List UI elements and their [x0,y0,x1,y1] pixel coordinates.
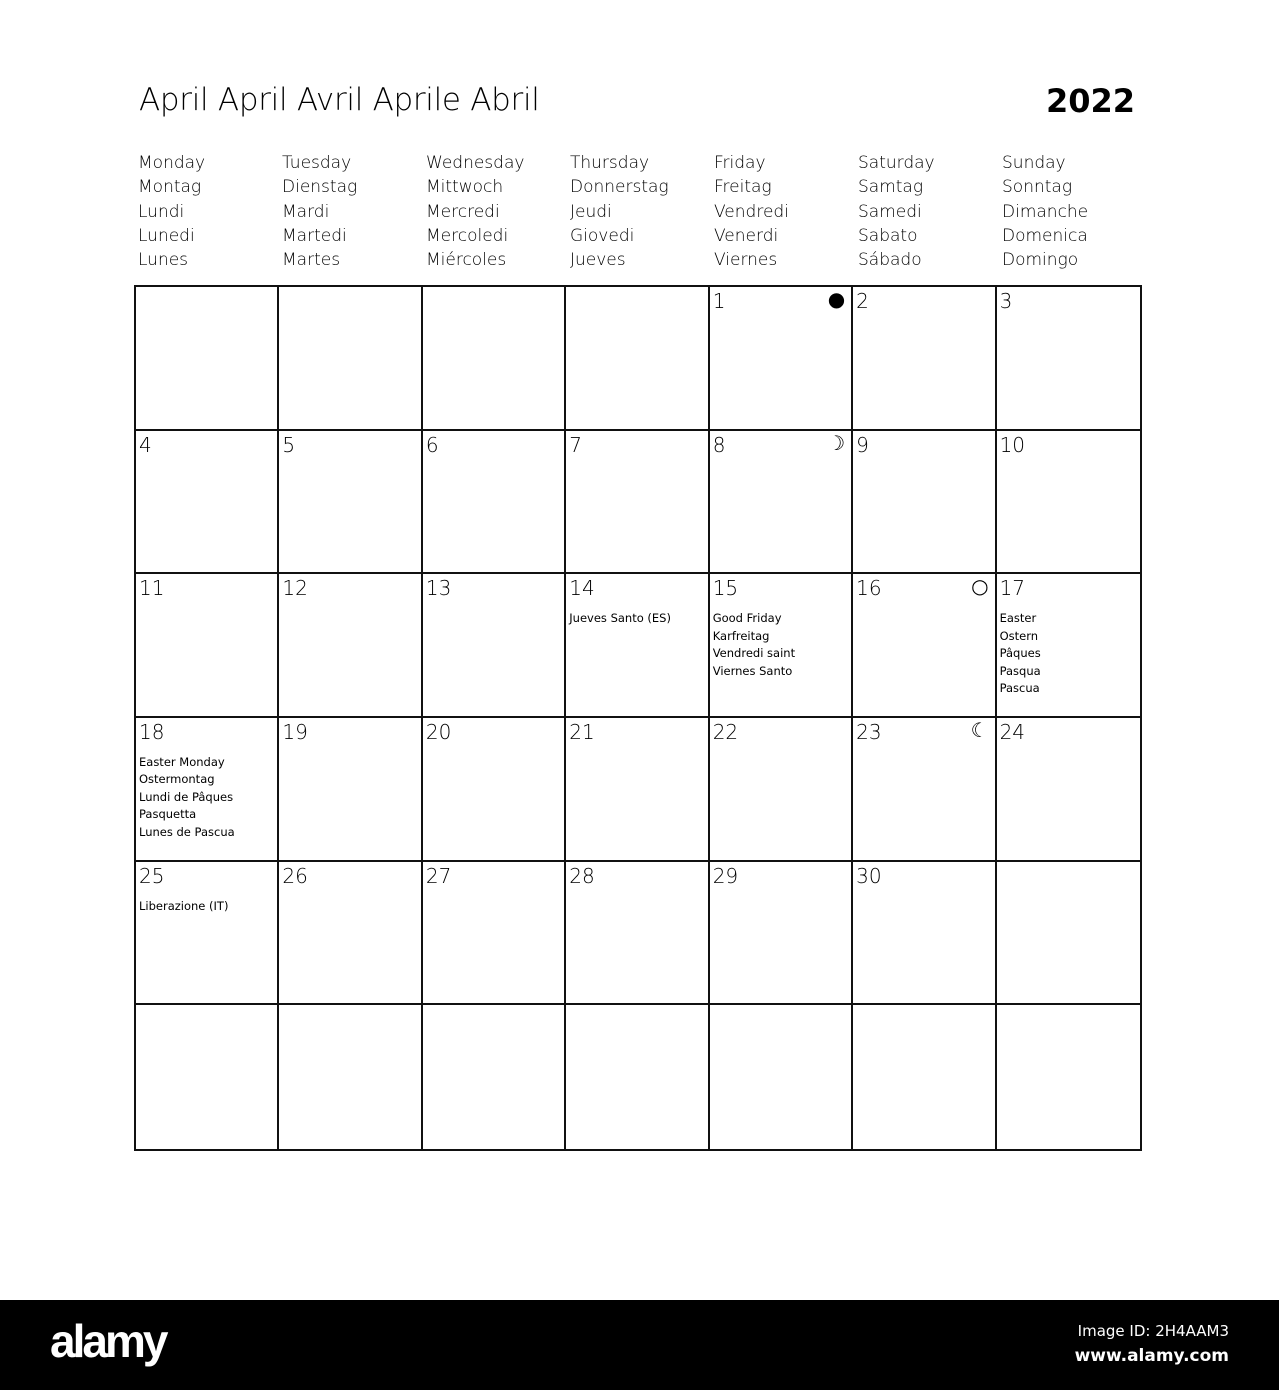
day-number: 15 [712,576,739,601]
day-number: 5 [282,432,296,457]
day-cell [136,574,279,718]
weekday-label: Martedi [282,225,347,246]
calendar-grid [134,285,1142,1151]
day-cell [997,574,1140,718]
weekday-label: Jueves [570,250,626,271]
weekday-label: Miércoles [426,250,507,271]
holiday-label: Vendredi saint [712,646,796,661]
day-number: 23 [856,720,882,744]
day-number: 4 [139,432,152,457]
empty-cell [423,287,566,431]
weekday-label: Wednesday [426,153,525,173]
weekday-label: Jeudi [570,201,612,222]
day-cell [566,574,709,718]
day-number: 1 [712,289,726,313]
weekday-label: Friday [714,153,766,173]
year-title: 2022 [1045,82,1135,120]
holiday-label: Lundi de Pâques [139,789,234,804]
day-number: 22 [712,720,739,744]
weekday-column [1002,151,1146,272]
day-number: 3 [999,289,1013,313]
alamy-logo: alamy [50,1315,166,1367]
weekday-column [570,151,714,272]
weekday-column [138,151,282,272]
day-cell [853,431,996,575]
empty-cell [566,287,709,431]
holiday-label: Easter Monday [139,755,225,769]
day-cell [853,862,996,1006]
weekday-label: Donnerstag [570,177,669,198]
weekday-label: Freitag [714,177,772,198]
day-cell [423,862,566,1006]
day-number: 9 [856,432,869,457]
day-cell [566,718,709,862]
day-number: 17 [999,576,1026,601]
day-cell [566,431,709,575]
day-number: 16 [856,576,882,601]
day-number: 6 [425,432,439,457]
day-number: 24 [999,720,1026,744]
day-cell [853,574,996,718]
weekday-label: Domingo [1002,250,1079,271]
day-cell [136,431,279,575]
holiday-list [1000,610,1041,697]
day-cell [853,287,996,431]
weekday-label: Mittwoch [426,177,504,198]
weekday-label: Samedi [858,201,922,222]
weekday-label: Viernes [714,250,778,271]
weekday-label: Martes [282,250,341,271]
weekday-label: Domenica [1002,225,1088,246]
empty-cell [136,1005,279,1149]
holiday-list [139,754,235,841]
day-number: 12 [282,576,308,601]
day-number: 8 [712,432,726,457]
empty-cell [279,1005,422,1149]
holiday-label: Pasqua [999,663,1041,678]
day-cell [710,431,853,575]
day-number: 11 [139,576,165,601]
day-cell [710,287,853,431]
weekday-label: Thursday [570,153,650,173]
day-number: 13 [425,576,452,601]
empty-cell [136,287,279,431]
weekday-column [858,151,1002,272]
day-number: 2 [856,289,869,313]
weekday-label: Mercredi [426,201,500,222]
empty-cell [566,1005,709,1149]
holiday-label: Easter [999,611,1037,626]
day-number: 18 [139,720,165,744]
weekday-label: Monday [138,153,206,173]
day-cell [423,431,566,575]
weekday-label: Mardi [282,201,330,222]
holiday-label: Liberazione (IT) [139,898,229,913]
holiday-list [569,610,671,627]
weekday-column [714,151,858,272]
day-number: 19 [282,720,308,744]
weekday-label: Giovedi [570,225,635,246]
weekday-label: Montag [138,177,202,198]
holiday-list [139,898,228,915]
weekday-label: Sabato [858,225,918,246]
day-number: 10 [999,432,1026,457]
day-cell [566,862,709,1006]
empty-cell [710,1005,853,1149]
new-moon-icon: ● [827,287,846,311]
holiday-label: Pâques [999,646,1041,661]
day-cell [710,718,853,862]
empty-cell [853,1005,996,1149]
day-number: 27 [425,863,452,888]
weekday-label: Samtag [858,177,924,198]
holiday-label: Viernes Santo [712,663,793,678]
day-number: 14 [569,576,595,601]
day-cell [279,574,422,718]
day-number: 28 [569,863,595,888]
holiday-label: Good Friday [712,611,782,626]
weekday-label: Venerdi [714,225,779,246]
day-number: 29 [712,863,739,888]
holiday-label: Ostern [999,628,1039,643]
day-cell [710,862,853,1006]
day-cell [997,718,1140,862]
day-cell [279,862,422,1006]
site-url: www.alamy.com [1074,1346,1229,1366]
weekday-label: Sonntag [1002,177,1073,198]
day-cell [853,718,996,862]
last-quarter-moon-icon: ☾ [970,718,989,742]
day-number: 21 [569,720,595,744]
full-moon-icon: ○ [971,574,989,599]
month-title: April April Avril Aprile Abril [139,82,540,118]
holiday-label: Jueves Santo (ES) [569,611,671,626]
holiday-label: Karfreitag [712,628,770,643]
holiday-label: Ostermontag [139,772,215,787]
weekday-label: Dimanche [1002,201,1089,222]
day-cell [423,718,566,862]
day-cell [710,574,853,718]
day-cell [997,287,1140,431]
day-cell [136,718,279,862]
day-cell [136,862,279,1006]
day-number: 26 [282,863,308,888]
day-cell [279,431,422,575]
weekday-header [138,151,1148,272]
holiday-label: Pasquetta [139,807,197,822]
weekday-label: Mercoledi [426,225,509,246]
weekday-label: Sábado [858,250,922,271]
watermark-footer [0,1300,1279,1390]
weekday-label: Sunday [1002,153,1066,173]
holiday-list [713,610,795,680]
empty-cell [997,1005,1140,1149]
first-quarter-moon-icon: ☽ [827,430,846,455]
weekday-label: Lunedi [138,225,195,246]
weekday-label: Lundi [138,201,185,222]
empty-cell [423,1005,566,1149]
day-cell [279,718,422,862]
day-number: 25 [139,863,165,888]
day-cell [423,574,566,718]
weekday-column [426,151,570,272]
day-number: 7 [569,432,583,457]
empty-cell [279,287,422,431]
image-id: Image ID: 2H4AAM3 [1077,1322,1229,1340]
weekday-label: Saturday [858,153,935,173]
weekday-column [282,151,426,272]
day-number: 20 [425,720,452,744]
holiday-label: Lunes de Pascua [139,824,235,839]
day-cell [997,431,1140,575]
holiday-label: Pascua [999,680,1040,695]
weekday-label: Lunes [138,250,189,271]
day-number: 30 [856,863,882,888]
weekday-label: Dienstag [282,177,358,198]
weekday-label: Vendredi [714,201,789,222]
empty-cell [997,862,1140,1006]
weekday-label: Tuesday [282,153,352,173]
